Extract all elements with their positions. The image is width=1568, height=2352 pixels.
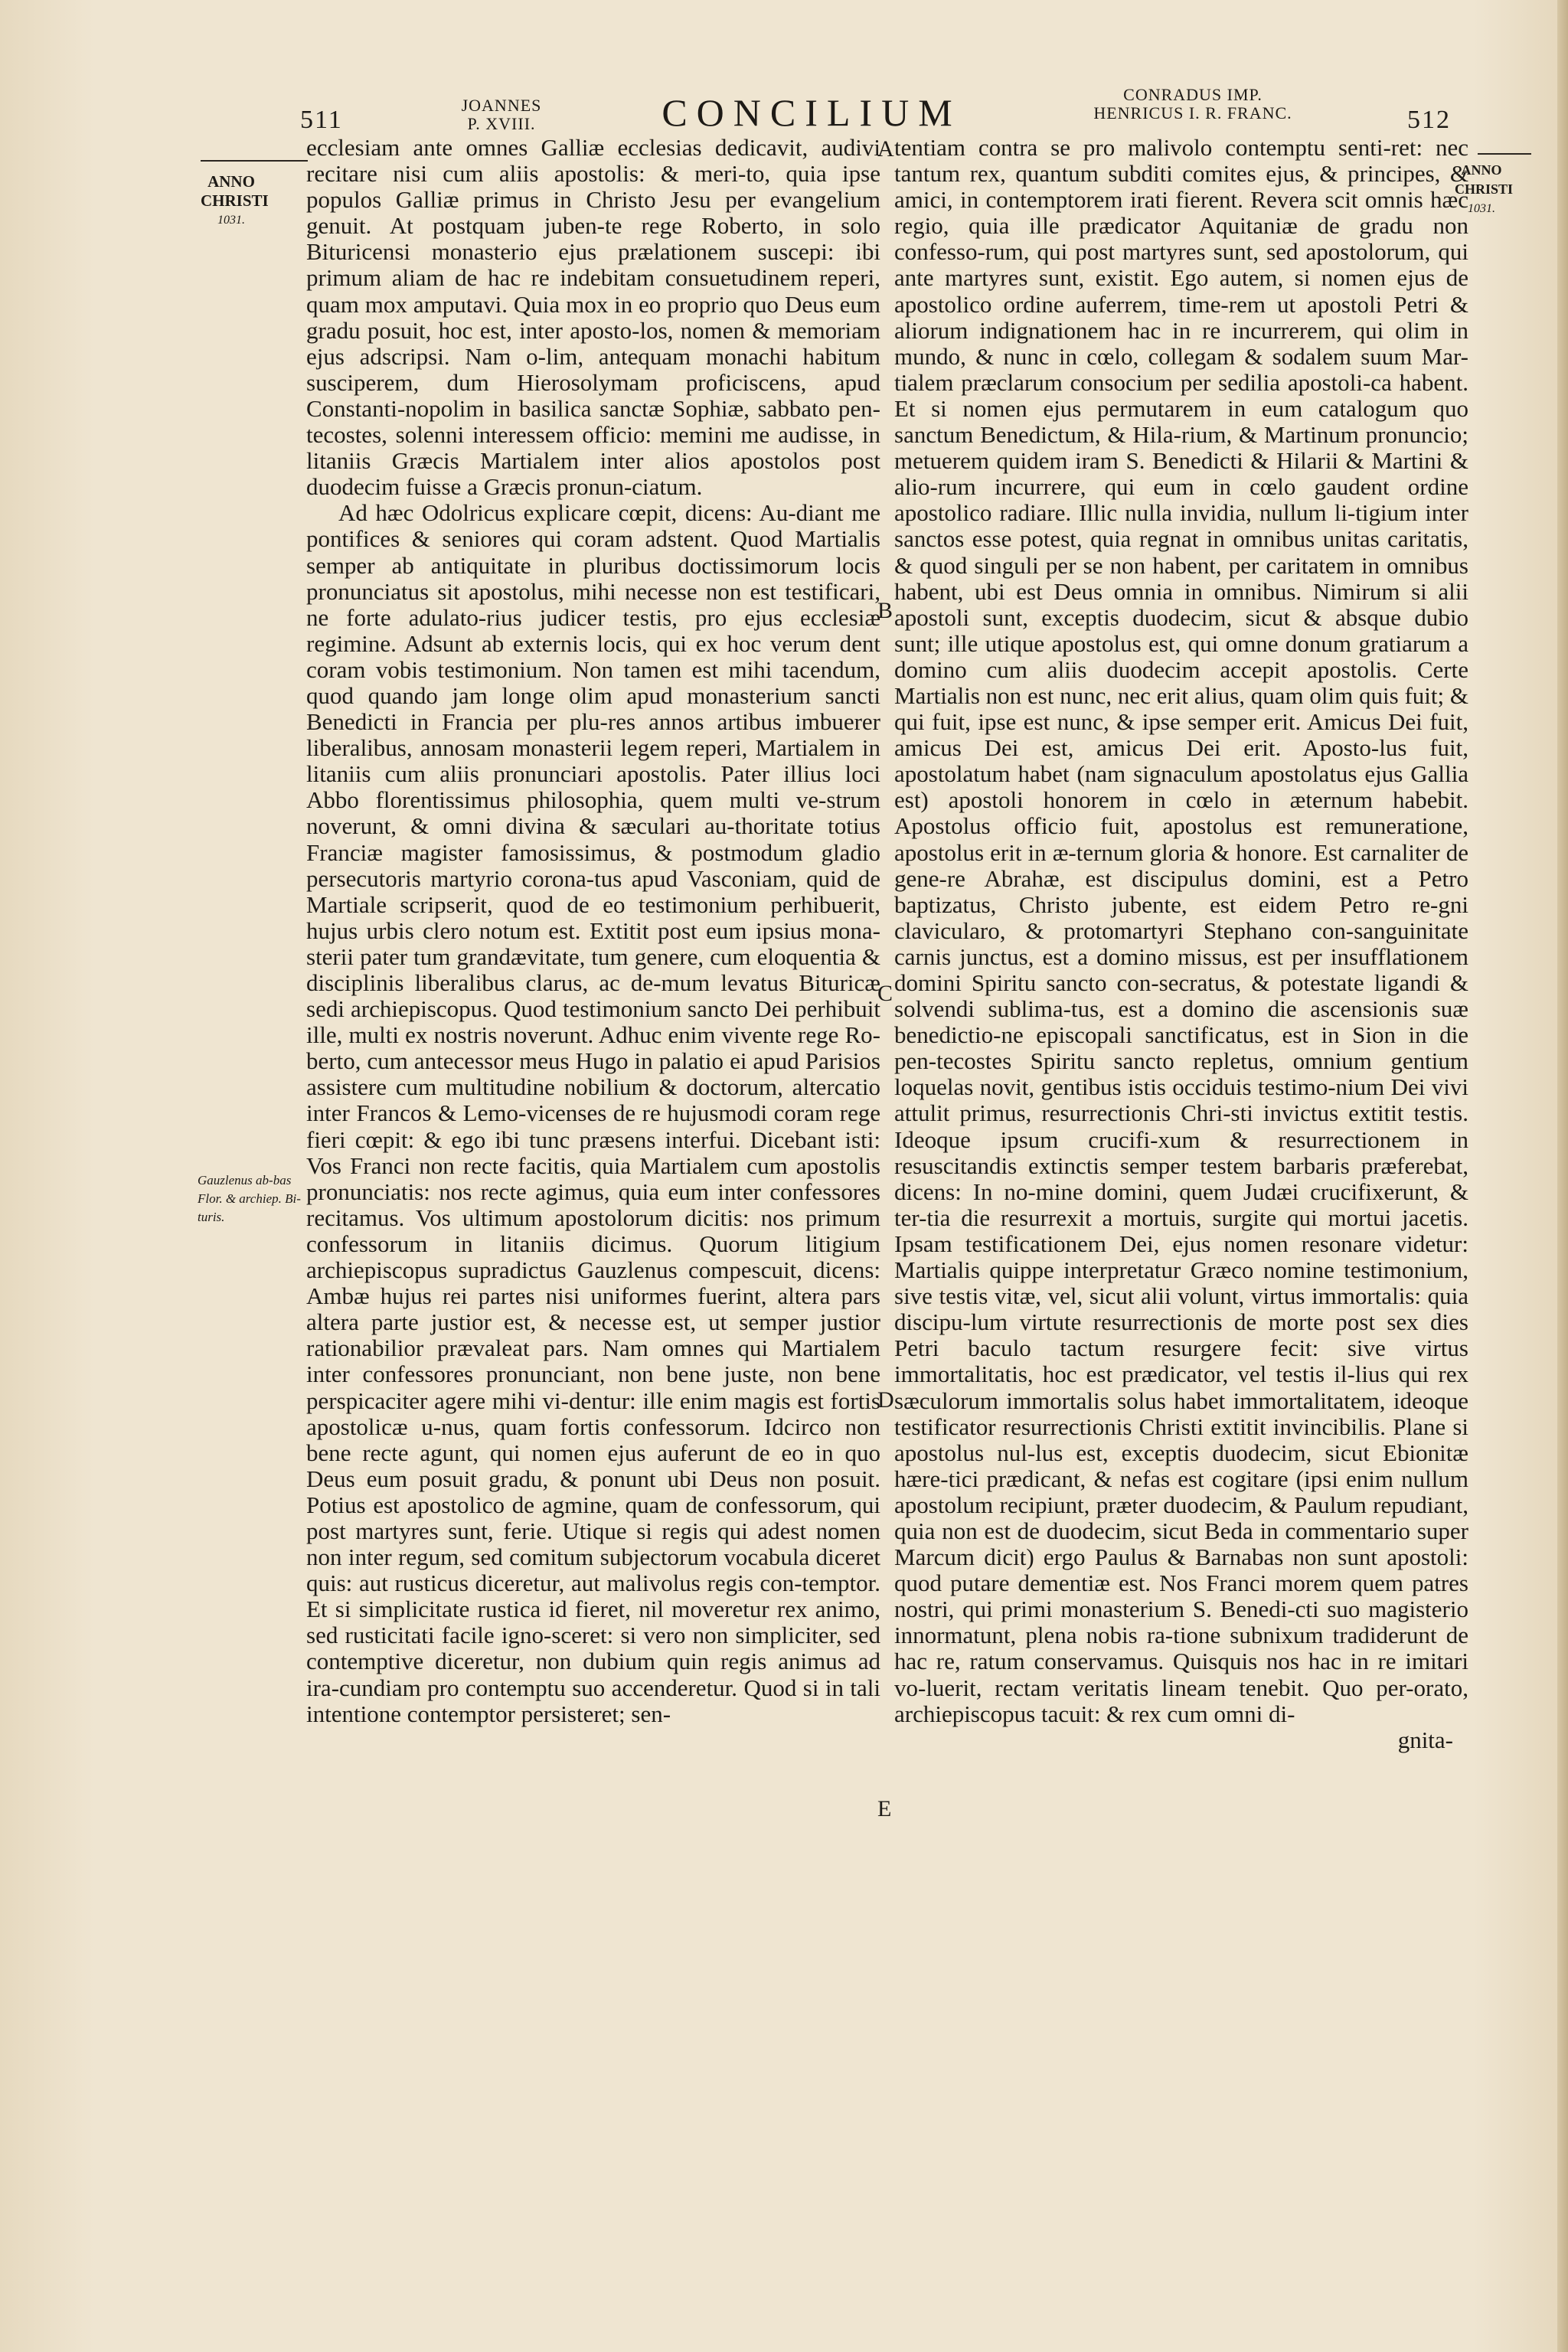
running-head-right-line: HENRICUS I. R. FRANC. (1093, 103, 1292, 122)
margin-rule-right (1478, 153, 1531, 155)
page-title: CONCILIUM (662, 91, 962, 134)
page-number-left: 511 (300, 106, 343, 134)
christi-label: CHRISTI (201, 191, 269, 210)
section-letter-e: E (877, 1796, 892, 1821)
year-label: 1031. (217, 214, 245, 227)
paragraph: tentiam contra se pro malivolo contemptu senti-ret: nec tantum rex, quantum subditi comites ejus, & principes, & amici, in contemptorem irati fierent. Revera scit omnis hæc regio, quia ille prædicator Aquitaniæ de gradu non confesso-rum, qui post martyres sunt, sed apostolorum, qui ante martyres sunt, existit. Ego autem, si nomen ejus de apostolico ordine auferrem, time-rem ut apostoli Petri & aliorum indignationem hac in re incurrerem, qui olim in mundo, & nunc in cœlo, collegam & sodalem suum Mar-tialem præclarum consocium per sedilia apostoli-ca habent. Et si nomen ejus permutarem in eum catalogum quo sanctum Benedictum, & Hila-rium, & Martinum pronuncio; metuerem quidem iram S. Benedicti & Hilarii & Martini & alio-rum incurrere, qui eum in cœlo gaudent ordine apostolico radiare. Illic nulla invidia, nullum li-tigium inter sanctos esse potest, quia regnat in omnibus unitas caritatis, & quod singuli per se non habent, per caritatem in omnibus habent, ubi est Deus omnia in omnibus. Nimirum si alii apostoli sunt, exceptis duodecim, sicut & absque dubio sunt; ille utique apostolus est, qui omne donum gratiarum a domino cum aliis duodecim accepit apostolis. Certe Martialis non est nunc, nec erit alius, quam olim quis fuit; & qui fuit, ipse est nunc, & ipse semper erit. Amicus Dei fuit, amicus Dei est, amicus Dei erit. Aposto-lus fuit, apostolatum habet (nam signaculum apostolatus ejus Gallia est) apostoli honorem in cœlo in æternum habebit. Apostolus officio fuit, apostolus est remuneratione, apostolus erit in æ-ternum gloria & honore. Est carnaliter de gene-re Abrahæ, est discipulus domini, est a Petro baptizatus, Christo jubente, est eidem Petro re-gni clavicularo, & protomartyri Stephano con-sanguinitate carnis junctus, est a domino missus, est per insufflationem domini Spiritu sancto con-secratus, & potestate ligandi & solvendi sublima-tus, est a domino die ascensionis suæ benedictio-ne episcopali sanctificatus, est in Sion in die pen-tecostes Spiritu sancto repletus, omnium gentium loquelas novit, gentibus istis occiduis testimo-nium Dei vivi attulit primus, resurrectionis Chri-sti invictus extitit testis. Ideoque ipsum crucifi-xum & resurrectionem in resuscitandis extinctis semper testem barbaris præferebat, dicens: In no-mine domini, quem Judæi crucifixerunt, & ter-tia die resurrexit a mortuis, surgite qui mortui jacetis. Ipsam testificationem Dei, ejus nomen resonare videtur: Martialis quippe interpretatur Græco nomine testimonium, sive testis vitæ, vel, sicut alii volunt, virtus immortalis: quia discipu-lum virtute resurrectionis de morte post sex dies Petri baculo tactum resurgere fecit: sive virtus immortalitatis, hoc est prædicator, vel testis il-lius qui rex sæculorum immortalis solus habet immortalitatem, ideoque testificator resurrectionis Christi extitit invincibilis. Plane si apostolus nul-lus est, exceptis duodecim, sicut Ebionitæ hære-tici prædicant, & nefas est cogitare (ipsi enim nullum apostolum recipiunt, præter duodecim, & Paulum repudiant, quia non est de duodecim, sicut Beda in commentario super Marcum dicit) ergo Paulus & Barnabas non sunt apostoli: quod putare dementiæ est. Nos Franci morem quem patres nostri, qui primi monasterium S. Benedi-cti suo magisterio innormatunt, plena nobis ra-tione subnixum tradiderunt de hac re, ratum conservamus. Quisquis nos hac in re imitari vo-luerit, rectam veritatis lineam tenebit. Quo per-orato, archiepiscopus tacuit: & rex cum omni di- (894, 134, 1468, 1727)
margin-rule-left (201, 160, 308, 162)
year-label: 1031. (1468, 202, 1495, 215)
section-letter-d: D (877, 1387, 894, 1413)
running-head-left (429, 96, 574, 133)
running-head-right (1047, 86, 1338, 122)
christi-label: CHRISTI (1455, 181, 1514, 197)
running-head-left-line: JOANNES (461, 96, 542, 115)
anno-label: ANNO (1461, 162, 1502, 178)
section-letter-a: A (877, 136, 894, 162)
section-letter-c: C (877, 981, 893, 1006)
page-gutter (1557, 0, 1568, 2352)
anno-label: ANNO (207, 172, 255, 191)
left-column (306, 135, 880, 1727)
right-column (894, 135, 1468, 1753)
marginal-note: Gauzlenus ab-bas Flor. & archiep. Bi-turis. (198, 1173, 301, 1224)
running-head-right-line: CONRADUS IMP. (1123, 85, 1263, 104)
paragraph: ecclesiam ante omnes Galliæ ecclesias dedicavit, audivi recitare nisi cum aliis apostolis: & meri-to, quia ipse populos Galliæ primus in Christo Jesu per evangelium genuit. At postquam juben-te rege Roberto, in solo Bituricensi monasterio ejus prælationem suscepi: ibi primum aliam de hac re indebitam consuetudinem reperi, quam mox amputavi. Quia mox in eo proprio quo Deus eum gradu posuit, hoc est, inter aposto-los, nomen & memoriam ejus adscripsi. Nam o-lim, antequam monachi habitum susciperem, dum Hierosolymam proficiscens, apud Constanti-nopolim in basilica sanctæ Sophiæ, sabbato pen-tecostes, solenni interessem officio: memini me audisse, in litaniis Græcis Martialem inter alios apostolos post duodecim fuisse a Græcis pronun-ciatum. (306, 134, 880, 501)
running-head-left-line: P. XVIII. (467, 114, 536, 133)
anno-christi-left (201, 172, 269, 230)
section-letter-b: B (877, 598, 893, 623)
paragraph: Ad hæc Odolricus explicare cœpit, dicens: Au-diant me pontifices & seniores qui coram adstent. Quod Martialis semper ab antiquitate in pluribus doctissimorum locis pronunciatus sit apostolus, mihi necesse non est testificari, ne forte adulato-rius judicer testis, pro ejus ecclesiæ regimine. Adsunt ab externis locis, qui ex hoc verum dent coram vobis testimonium. Non tamen est mihi tacendum, quod quando jam longe olim apud monasterium sancti Benedicti in Francia per plu-res annos artibus imbuerer liberalibus, annosam monasterii legem reperi, Martialem in litaniis cum aliis pronunciari apostolis. Pater illius loci Abbo florentissimus philosophia, quem multi ve-strum noverunt, & omni divina & sæculari au-thoritate totius Franciæ magister famosissimus, & postmodum gladio persecutoris martyrio corona-tus apud Vasconiam, quid de Martiale scripserit, quod de eo testimonium perhibuerit, hujus urbis clero notum est. Extitit post eum ipsius mona-sterii pater tum grandævitate, tum genere, cum eloquentia & disciplinis liberalibus clarus, ac de-mum levatus Bituricæ sedi archiepiscopus. Quod testimonium sancto Dei perhibuit ille, multi ex nostris noverunt. Adhuc enim vivente rege Ro-berto, cum antecessor meus Hugo in palatio ei apud Parisios assistere cum multitudine nobilium & doctorum, altercatio inter Francos & Lemo-vicenses de re hujusmodi coram rege fieri cœpit: & ego ibi tunc præsens interfui. Dicebant isti: Vos Franci non recte facitis, quia Martialem cum apostolis pronunciatis: nos recte agimus, quia eum inter confessores recitamus. Vos ultimum apostolorum dicitis: nos primum confessorum in litaniis dicimus. Quorum litigium archiepiscopus supradictus Gauzlenus compescuit, dicens: Ambæ hujus rei partes nisi uniformes fuerint, altera pars altera parte justior est, & necesse est, ut semper justior rationabilior prævaleat pars. Nam omnes qui Martialem inter confessores pronunciant, non bene juste, non bene perspicaciter agere mihi vi-dentur: ille enim magis est fortis apostolicæ u-nus, quam fortis confessorum. Idcirco non bene recte agunt, qui nomen ejus auferunt de eo in quo Deus eum posuit gradu, & ponunt ubi Deus non posuit. Potius est apostolico de agmine, quam de confessorum, qui post martyres sunt, ferie. Utique si regis qui adest nomen non inter regum, sed comitum subjectorum vocabula diceret quis: aut rusticus diceretur, aut malivolus regis con-temptor. Et si simplicitate rustica id fieret, nil moveretur rex animo, sed rusticitati facile igno-sceret: si vero non simpliciter, sed contemptive diceretur, non dubium quin regis animus ad ira-cundiam pro contemptu suo accenderetur. Quod si in tali intentione contemptor persisteret; sen- (306, 499, 880, 1727)
page-number-right: 512 (1407, 106, 1451, 134)
catchword: gnita- (1397, 1726, 1453, 1753)
